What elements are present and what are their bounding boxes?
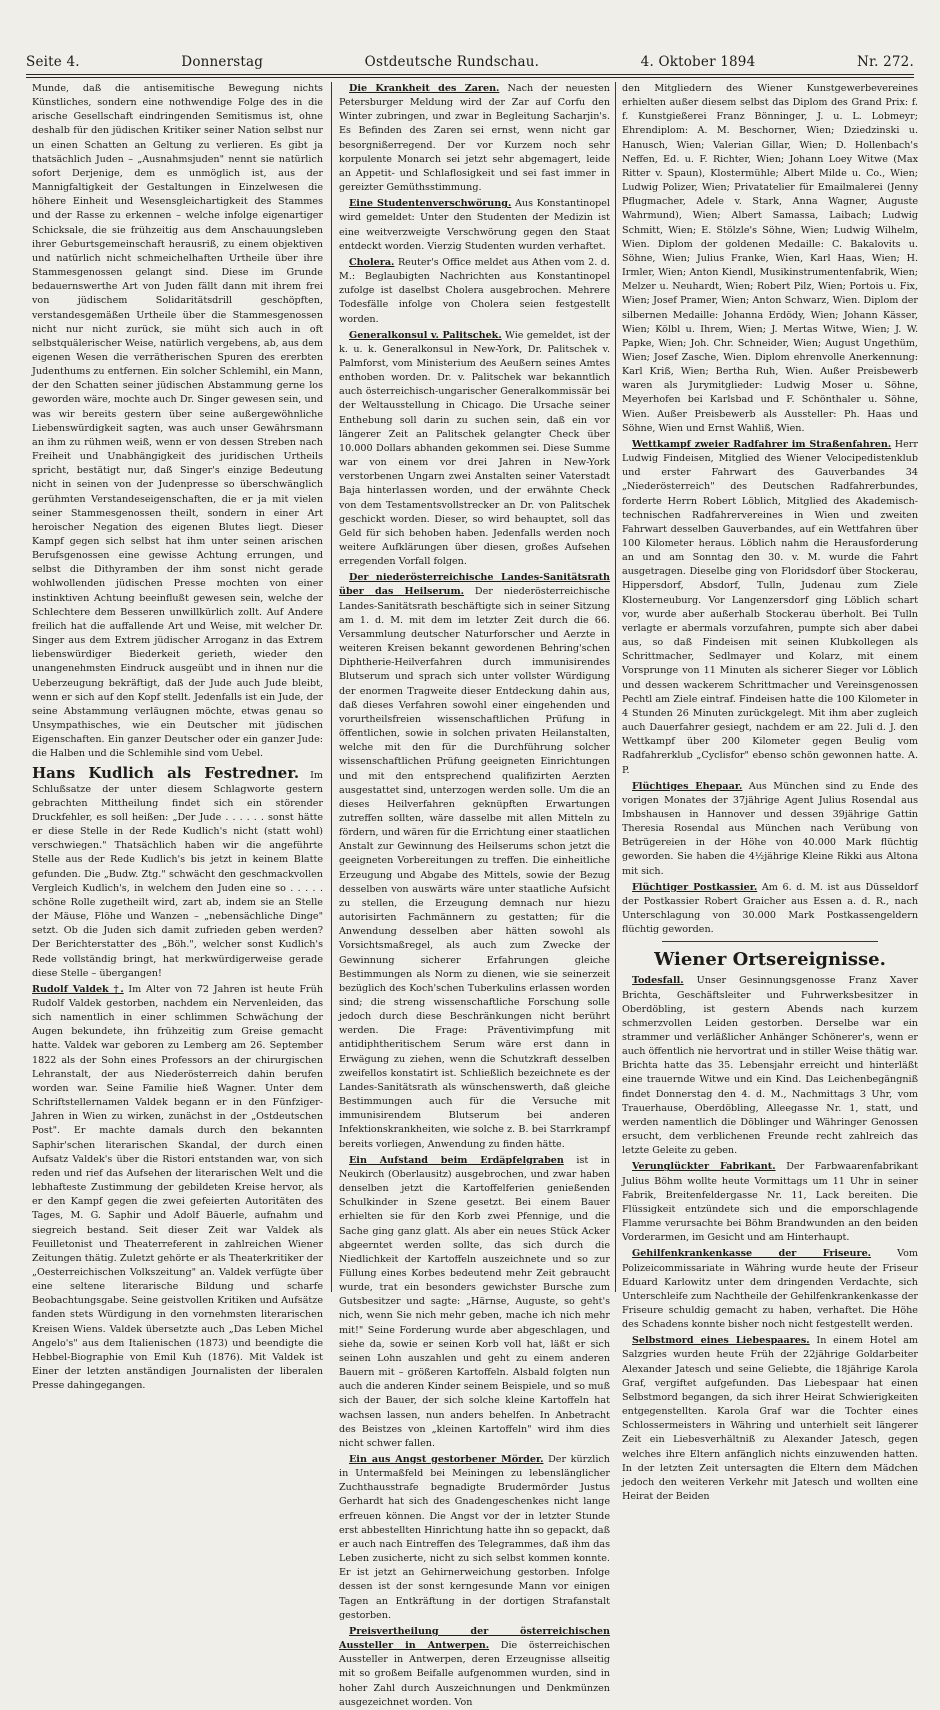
article-heading: Wettkampf zweier Radfahrer im Straßenfahren. — [632, 438, 892, 450]
article-sanitaetsrath — [339, 571, 610, 1151]
article-ehepaar — [622, 780, 918, 879]
article-heading: Eine Studentenverschwörung. — [349, 198, 512, 210]
article-postkassier — [622, 881, 918, 938]
section-heading: Wiener Ortsereignisse. — [654, 949, 886, 971]
article-text: Munde, daß die antisemitische Bewegung nichts Künstliches, sondern eine nothwendige Folge des in die arische Gesellschaft eindringenden Semitismus ist, ohne deshalb für den jüdischen Kritiker seiner Nation selbst nur un einen Schatten an Geltung zu verlieren. Es gibt ja thatsächlich Juden – „Ausnahmsjuden" nennt sie natürlich sofort Derjenige, dem es unmöglich ist, aus der Mannigfaltigkeit der Gestaltungen in Einzelwesen die höhere Einheit und Wesensgleichartigkeit des Stammes und der Rasse zu erkennen – welche infolge eigenartiger Schicksale, die sie frühzeitig aus dem Anschauungsleben ihrer Geburtsgemeinschaft herausriß, zu einem objektiven und natürlich nicht schmeichelhaften Urtheile über ihre Stammesgenossen gelangt sind. Diese im Grunde bedauernswerthe Art von Juden fällt dann mit ihrem frei von jüdischem Solidaritätsdrill geschöpften, verstandesgemäßen Urtheile über die Stammesgenossen nicht nur nicht zurück, sie müht sich auch in oft selbstquälerischer Weise, natürlich vergebens, ab, aus dem eigenen Wesen die verrätherischen Spuren des ererbten Judenthums zu entfernen. Ein solcher Schlemihl, ein Mann, der den Schatten seiner jüdischen Abstammung gerne los geworden wäre, mochte auch Dr. Singer gewesen sein, und was wir bereits gestern über seine außergewöhnliche Liebenswürdigkeit sagten, was auch unser Gewährsmann an ihm zu rühmen weiß, wenn er von dessen Streben nach Freiheit und Unabhängigkeit des juridischen Urtheils spricht, bestätigt nur, daß Singer's einzige Bedeutung nicht in seinen von der Judenpresse so überschwänglich gerühmten Verstandeseigenschaften, die er ja mit vielen seiner Stammesgenossen theilt, sondern in einer Art heroischer Negation des eigenen Blutes liegt. Dieser Kampf gegen sich selbst hat ihm unter seinen arischen Berufsgenossen eine gewisse Achtung errungen, und selbst die Dithyramben der ihm sonst nicht gerade wohlwollenden jüdischen Presse mochten von einer instinktiven Achtung beeinflußt gewesen sein, welche der Schlechtere dem Besseren unwillkürlich zollt. Auf Andere freilich hat die auffallende Art und Weise, mit welcher Dr. Singer aus dem Extrem jüdischer Arroganz in das Extrem liebenswürdiger Biederkeit gerieth, wieder den unangenehmsten Eindruck ausgeübt und in ihnen nur die Ueberzeugung bekräftigt, daß der Jude auch Jude bleibt, wenn er sich auf den Kopf stellt. Jedenfalls ist ein Jude, der seine Abstammung verläugnen möchte, etwas genau so Unsympathisches, wie ein Deutscher mit jüdischen Eigenschaften. Ein ganzer Deutscher oder ein ganzer Jude: die Halben und die Schlemihle sind vom Uebel. — [32, 83, 323, 760]
article-heading: Der niederösterreichische Landes-Sanitätsrath über das Heilserum. — [339, 572, 610, 598]
article-heading: Flüchtiges Ehepaar. — [632, 780, 743, 792]
newspaper-title: Ostdeutsche Rundschau. — [364, 54, 540, 70]
article-selbstmord — [622, 1334, 918, 1504]
article-fabrikant — [622, 1160, 918, 1245]
article-friseure — [622, 1247, 918, 1332]
article-text: Vom Polizeicommissariate in Währing wurde heute der Friseur Eduard Karlowitz unter dem dringenden Verdachte, sich Unterschleife zum Nachtheile der Gehilfenkrankenkasse der Friseure schuldig gemacht zu haben, verhaftet. Die Höhe des Schadens konnte bisher noch nicht festgestellt werden. — [622, 1248, 918, 1331]
article-heading: Todesfall. — [632, 975, 684, 987]
header-rule — [26, 74, 914, 75]
article-text: Der kürzlich in Untermaßfeld bei Meiningen zu lebenslänglicher Zuchthausstrafe begnadigte Brudermörder Justus Gerhardt hat sich des Gnadengeschenkes nicht lange erfreuen können. Die Angst vor der in letzter Stunde erst abbestellten Hinrichtung hatte ihn so gepackt, daß er auch nach Eintreffen des Telegrammes, daß ihm das Leben zusicherte, nicht zu sich selbst kommen konnte. Er ist jetzt an Gehirnerweichung gestorben. Infolge dessen ist der sonst kerngesunde Mann vor einigen Tagen an Entkräftung in der dortigen Strafanstalt gestorben. — [339, 1454, 610, 1621]
article-heading: Verunglückter Fabrikant. — [632, 1161, 776, 1173]
page-header — [26, 52, 914, 72]
article-text: Herr Ludwig Findeisen, Mitglied des Wiener Velocipedistenklub und erster Fahrwart des Gauverbandes 34 „Niederösterreich" des Deutschen Radfahrerbundes, forderte Herrn Robert Löblich, Mitglied des Akademisch-technischen Radfahrervereines in Wien und zweiten Fahrwart desselben Gauverbandes, auf ein Wettfahren über 100 Kilometer heraus. Löblich nahm die Herausforderung an und am Sonntag den 30. v. M. wurde die Fahrt ausgetragen. Dieselbe ging von Floridsdorf über Stockerau, Hippersdorf, Absdorf, Tulln, Judenau zum Ziele Klosterneuburg. Vor Langenzersdorf ging Löblich schart vor, wurde aber außerhalb Stockerau überholt. Bei Tulln verlagte er abermals vorzufahren, pumpte sich aber dabei aus, so daß Findeisen mit seinen Klubkollegen als Schrittmacher, Sedlmayer und Kolarz, mit einem Vorsprunge von 11 Minuten als sicherer Sieger vor Löblich und dessen wackerem Schrittmacher und Vereinsgenossen Pechtl am Ziele eintraf. Findeisen hatte die 100 Kilometer in 4 Stunden 26 Minuten zurückgelegt. Mit ihm aber zugleich auch Dauerfahrer gesiegt, nachdem er am 22. Juli d. J. den Wettkampf über 200 Kilometer gegen Beulig vom Radfahrerklub „Cyclisfor" ebenso schön gewonnen hatte. A. P. — [622, 438, 918, 776]
issue-date: 4. Oktober 1894 — [640, 54, 756, 70]
article-heading: Flüchtiger Postkassier. — [632, 881, 758, 893]
article-zar — [339, 82, 610, 195]
column-3 — [622, 82, 918, 1502]
article-valdek — [32, 983, 323, 1394]
article-text: ist in Neukirch (Oberlausitz) ausgebrochen, und zwar haben denselben jetzt die Kartoffelferien genießenden Schulkinder in Szene gesetzt. Bei einem Bauer erhielten sie für den Korb zwei Pfennige, und die Sache ging ganz glatt. Als aber ein neues Stück Acker abgeerntet werden sollte, das sich durch die Niedlichkeit der Kartoffeln auszeichnete und so zur Füllung eines Korbes bedeutend mehr Zeit gebraucht wurde, trat ein besonders gewichster Bursche zum Gutsbesitzer und sagte: „Härnse, Auguste, so geht's nich, wenn Sie nich mehr geben, mache ich nich mehr mit!" Seine Forderung wurde aber abgeschlagen, und siehe da, sowie er seinen Korb voll hat, läßt er sich seinen Lohn auszahlen und geht zu einem anderen Bauern mit – größeren Kartoffeln. Alsbald folgten nun auch die anderen Kinder seinem Beispiele, und so muß sich der Bauer, der sich solche kleine Kartoffeln hat wachsen lassen, nun anders behelfen. In Anbetracht des Beistzes von „kleinen Kartoffeln" wird ihm dies nicht schwer fallen. — [339, 1154, 610, 1449]
column-divider-1 — [331, 82, 332, 1292]
article-heading: Preisvertheilung der österreichischen Aussteller in Antwerpen. — [339, 1625, 610, 1652]
article-cholera — [339, 256, 610, 327]
article-heading: Selbstmord eines Liebespaares. — [632, 1335, 810, 1347]
article-text: Im Schlußsatze der unter diesem Schlagworte gestern gebrachten Mittheilung findet sich ein störender Druckfehler, es soll heißen: „Der Jude . . . . . . sonst hätte er diese Stelle in der Rede Kudlich's nicht (statt wohl) verschwiegen." Thatsächlich haben wir die angeführte Stelle aus der Rede Kudlich's bis jetzt in keinem Blatte gefunden. Die „Budw. Ztg." schwächt den geschmackvollen Vergleich Kudlich's, in welchem den Juden eine so . . . . . schöne Rolle zugetheilt wird, zart ab, indem sie an Stelle der Mäuse, Flöhe und Wanzen – „nebensächliche Dinge" setzt. Ob die Juden sich damit zufrieden geben werden? Der Berichterstatter des „Böh.", welcher sonst Kudlich's Rede vollständig bringt, hat merkwürdigerweise gerade diese Stelle – übergangen! — [32, 769, 323, 979]
article-text: Wie gemeldet, ist der k. u. k. Generalkonsul in New-York, Dr. Palitschek v. Palmforst, vom Ministerium des Aeußern seines Amtes enthoben worden. Dr. v. Palitschek war bekanntlich auch österreichisch-ungarischer Generalkommissär bei der Weltausstellung in Chicago. Die Ursache seiner Enthebung soll darin zu suchen sein, daß ein vor längerer Zeit an Palitschek gelangter Check über 10.000 Dollars abhanden gekommen sei. Diese Summe war von einem vor drei Jahren in New-York verstorbenen Ungarn zwei Anstalten seiner Vaterstadt Baja hinterlassen worden, und der erwähnte Check von dem Testamentsvollstrecker an Dr. von Palitschek geschickt worden. Dieser, so wird behauptet, soll das Geld für sich behoben haben. Jedenfalls werden noch weitere Aufklärungen über diesen, großes Aufsehen erregenden Vorfall folgen. — [339, 329, 610, 568]
column-divider-2 — [615, 82, 616, 1292]
article-text: Am 6. d. M. ist aus Düsseldorf der Postkassier Robert Graicher aus Essen a. d. R., nach Unterschlagung von 30.000 Mark Postkassengeldern flüchtig geworden. — [622, 881, 918, 936]
page-number: Seite 4. — [26, 54, 80, 70]
article-heading: Rudolf Valdek †. — [32, 983, 124, 995]
article-erdaepfel — [339, 1154, 610, 1451]
article-antwerpen — [339, 1625, 610, 1710]
article-text: Der niederösterreichische Landes-Sanitätsrath beschäftigte sich in seiner Sitzung am 1. d. M. mit dem im letzter Zeit durch die 66. Versammlung deutscher Naturforscher und Aerzte in weiteren Kreisen bekannt gewordenen Behring'schen Diphtherie-Heilverfahren durch immunisirendes Blutserum und sprach sich unter vollster Würdigung der enormen Tragweite dieser Entdeckung dahin aus, daß dieses Verfahren sowohl einer eingehenden und vorurtheilsfreien wissenschaftlichen Prüfung in öffentlichen, sowie in solchen privaten Heilanstalten, welche mit den für die Durchführung solcher wissenschaftlichen Prüfung geeigneten Einrichtungen und mit den entsprechend qualifizirten Aerzten ausgestattet sind, unterzogen werden solle. Um die an dieses Heilverfahren geknüpften Erwartungen zutreffen sollten, wäre dasselbe mit allen Mitteln zu fördern, und wären für die Errichtung einer staatlichen Anstalt zur Gewinnung des Heilserums schon jetzt die geeigneten Vorbereitungen zu treffen. Die einheitliche Erzeugung und Abgabe des Mittels, sowie der Bezug desselben von auswärts wäre unter staatliche Aufsicht zu stellen, die Erzeugung demnach nur hiezu autorisirten Fachmännern zu gestatten; für die Anwendung desselben aber hätten sowohl als Vorsichtsmaßregel, als auch zum Zwecke der Gewinnung sicherer Erfahrungen gleiche Bestimmungen als Norm zu dienen, wie sie seinerzeit bezüglich des Koch'schen Tuberkulins erlassen worden sind; die streng wissenschaftliche Forschung solle jedoch durch diese Beschränkungen nicht berührt werden. Die Frage: Präventivimpfung mit antidiphtheritischem Serum wäre erst dann in Erwägung zu ziehen, wenn die Schutzkraft desselben zweifellos konstatirt ist. Schließlich bezeichnete es der Landes-Sanitätsrath als wünschenswerth, daß gleiche Bestimmungen auch für die Versuche mit immunisirendem Blutserum bei anderen Infektionskrankheiten, wie solche z. B. bei Starrkrampf bereits vorliegen, Anwendung zu finden hätte. — [339, 586, 610, 1150]
article-text: In einem Hotel am Salzgries wurden heute Früh der 22jährige Goldarbeiter Alexander Jatesch und seine Geliebte, die 18jährige Karola Graf, vergiftet aufgefunden. Das Liebespaar hat einen Selbstmord begangen, da sich ihrer Heirat Schwierigkeiten entgegenstellten. Karola Graf war die Tochter eines Schlossermeisters in Währing und unterhielt seit längerer Zeit ein Liebesverhältniß zu Alexander Jatesch, gegen welches ihre Eltern anfänglich nichts einzuwenden hatten. In der letzten Zeit untersagten die Eltern dem Mädchen jedoch den weiteren Verkehr mit Jatesch und wollten eine Heirat der Beiden — [622, 1335, 918, 1502]
article-text: Unser Gesinnungsgenosse Franz Xaver Brichta, Geschäftsleiter und Fuhrwerksbesitzer in Oberdöbling, ist gestern Abends nach kurzem schmerzvollen Leiden gestorben. Derselbe war ein strammer und verläßlicher Anhänger Schönerer's, wenn er auch öffentlich nie hervortrat und in stiller Weise thätig war. Brichta hatte das 35. Lebensjahr erreicht und hinterläßt eine trauernde Witwe und ein Kind. Das Leichenbegängniß findet Donnerstag den 4. d. M., Nachmittags 3 Uhr, vom Trauerhause, Oberdöbling, Alleegasse Nr. 1, statt, und werden namentlich die Döblinger und Währinger Genossen ersucht, dem verblichenen Freunde recht zahlreich das letzte Geleite zu geben. — [622, 975, 918, 1157]
article-heading: Ein Aufstand beim Erdäpfelgraben — [349, 1154, 564, 1166]
column-1 — [32, 82, 324, 1392]
article-kudlich — [32, 764, 323, 981]
article-moerder — [339, 1453, 610, 1623]
article-text: Nach der neuesten Petersburger Meldung wird der Zar auf Corfu den Winter zubringen, und zwar in Begleitung Sacharjin's. Es Befinden des Zaren sei ernst, wenn nicht gar besorgnißerregend. Der vor Kurzem noch sehr korpulente Monarch sei jetzt sehr abgemagert, leide an Appetit- und Schlaflosigkeit und sei fast immer in gereizter Gemüthsstimmung. — [339, 83, 610, 194]
column-2 — [339, 82, 610, 1708]
article-text: den Mitgliedern des Wiener Kunstgewerbevereines erhielten außer diesem selbst das Diplom des Grand Prix: f. f. Kunstgießerei Franz Bönninger, J. u. L. Lobmeyr; Ehrendiplom: A. M. Beschorner, Wien; Dziedzinski u. Hanusch, Wien; Valerian Gillar, Wien; D. Hollenbach's Neffen, Ed. u. F. Richter, Wien; Johann Loey Witwe (Max Ritter v. Spaun), Klostermühle; Albert Milde u. Co., Wien; Ludwig Polizer, Wien; Privatatelier für Emailmalerei (Jenny Pflugmacher, Adele v. Stark, Anna Wagner, Auguste Wahrmund), Wien; Albert Samassa, Laibach; Ludwig Schmitt, Wien; E. Stölzle's Söhne, Wien; Ludwig Wilhelm, Wien. Diplom der goldenen Medaille: C. Bakalovits u. Söhne, Wien; Julius Franke, Wien, Karl Haas, Wien; H. Irmler, Wien; Anton Kiendl, Musikinstrumentenfabrik, Wien; Melzer u. Neuhardt, Wien; Robert Pilz, Wien; Portois u. Fix, Wien; Josef Pramer, Wien; Anton Schwarz, Wien. Diplom der silbernen Medaille: Johanna Erdödy, Wien; Johann Kässer, Wien; Kölbl u. Ihrem, Wien; J. Mertas Witwe, Wien; J. W. Papke, Wien; Joh. Chr. Schneider, Wien; August Ungethüm, Wien; Josef Zasche, Wien. Diplom ehrenvolle Anerkennung: Karl Kriß, Wien; Bertha Ruh, Wien. Außer Preisbewerb waren als Jurymitglieder: Ludwig Moser u. Söhne, Meyerhofen bei Karlsbad und F. Schönthaler u. Söhne, Wien. Außer Preisbewerb als Aussteller: Ph. Haas und Söhne, Wien und Ernst Wahliß, Wien. — [622, 83, 918, 434]
article-heading: Cholera. — [349, 256, 395, 268]
section-rule — [662, 941, 878, 942]
article-text: Aus Konstantinopel wird gemeldet: Unter den Studenten der Medizin ist eine weitverzweigte Verschwörung gegen den Staat entdeckt worden. Vierzig Studenten wurden verhaftet. — [339, 198, 610, 252]
article-heading: Gehilfenkrankenkasse der Friseure. — [632, 1248, 872, 1260]
article-text: Im Alter von 72 Jahren ist heute Früh Rudolf Valdek gestorben, nachdem ein Nervenleiden, das sich namentlich in einer schlimmen Schwächung der Augen bekundete, ihn frühzeitig zum Greise gemacht hatte. Valdek war geboren zu Lemberg am 26. September 1822 als der Sohn eines Professors an der chirurgischen Lehranstalt, der aus Niederösterreich dahin berufen worden war. Seine Familie hieß Wagner. Unter dem Schriftstellernamen Valdek begann er in den Fünfziger-Jahren in Wien zu wirken, zunächst in der „Ostdeutschen Post". Er machte damals durch den bekannten Saphir'schen literarischen Skandal, der durch einen Aufsatz Valdek's über die Ristori entstanden war, von sich reden und rief das Aufsehen der literarischen Welt und die lebhafteste Zustimmung der gebildeten Kreise hervor, als er den Kampf gegen die zwei gefeierten Autoritäten des Tages, M. G. Saphir und Adolf Bäuerle, aufnahm und siegreich bestand. Seit dieser Zeit war Valdek als Feuilletonist und Theaterreferent in zahlreichen Wiener Zeitungen thätig. Zuletzt gehörte er als Theaterkritiker der „Oesterreichischen Volkszeitung" an. Valdek verfügte über eine seltene literarische Bildung und scharfe Beobachtungsgabe. Seine geistvollen Kritiken und Aufsätze fanden stets Würdigung in den vornehmsten literarischen Kreisen Wiens. Valdek übersetzte auch „Das Leben Michel Angelo's" aus dem Italienischen (1873) und beendigte die Hebbel-Biographie von Emil Kuh (1876). Mit Valdek ist Einer der letzten anständigen Journalisten der liberalen Presse dahingegangen. — [32, 983, 324, 1392]
weekday: Donnerstag — [181, 54, 264, 70]
article-heading: Hans Kudlich als Festredner. — [32, 763, 300, 782]
article-text: Der Farbwaarenfabrikant Julius Böhm wollte heute Vormittags um 11 Uhr in seiner Fabrik, Breitenfeldergasse Nr. 11, Lack bereiten. Die Flüssigkeit entzündete sich und die emporschlagende Flamme verursachte bei Böhm Brandwunden an den beiden Vorderarmen, im Gesicht und am Hinterhaupt. — [622, 1161, 918, 1244]
article-heading: Generalkonsul v. Palitschek. — [349, 329, 502, 341]
issue-number: Nr. 272. — [856, 54, 914, 70]
article-heading: Die Krankheit des Zaren. — [349, 83, 500, 94]
article-studenten — [339, 197, 610, 254]
article-palitschek — [339, 329, 610, 570]
article-wettkampf — [622, 438, 918, 778]
article-text: Reuter's Office meldet aus Athen vom 2. d. M.: Beglaubigten Nachrichten aus Konstantinopel zufolge ist daselbst Cholera ausgebrochen. Mehrere Todesfälle infolge von Cholera seien festgestellt worden. — [339, 256, 610, 325]
header-rule-2 — [26, 77, 914, 78]
article-text: Die österreichischen Aussteller in Antwerpen, deren Erzeugnisse allseitig mit so großem Beifalle aufgenommen wurden, sind in hoher Zahl durch Auszeichnungen und Denkmünzen ausgezeichnet worden. Von — [339, 1640, 610, 1708]
article-text: Aus München sind zu Ende des vorigen Monates der 37jährige Agent Julius Rosendal aus Imbshausen in Hannover und dessen 39jährige Gattin Theresia Rosendal aus München nach Verübung von Betrügereien in der Höhe von 40.000 Mark flüchtig geworden. Sie haben die 4½jährige Kleine Rikki aus Altona mit sich. — [622, 780, 918, 877]
article-heading: Ein aus Angst gestorbener Mörder. — [349, 1454, 544, 1465]
article-todesfall — [622, 974, 918, 1158]
